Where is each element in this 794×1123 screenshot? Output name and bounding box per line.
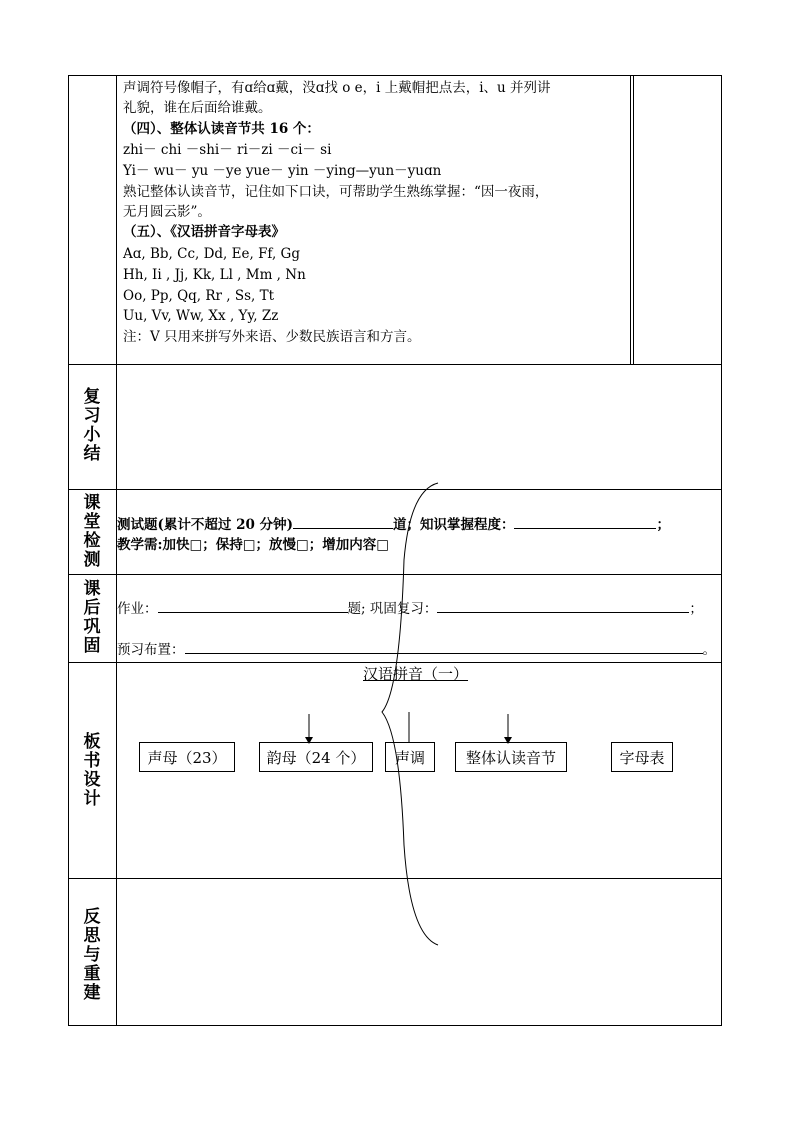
label-review-summary: 复 习 小 结 (83, 387, 101, 464)
preview-blank[interactable] (185, 640, 703, 654)
preview-label: 预习布置： (117, 642, 185, 658)
note-line: 注：V 只用来拼写外来语、少数民族语言和方言。 (123, 329, 421, 345)
consolidate-blank[interactable] (437, 599, 689, 613)
content-line-6: 熟记整体认读音节，记住如下口诀，可帮助学生熟练掌握：“因一夜雨， (123, 184, 549, 200)
label-after-class: 课 后 巩 固 (83, 579, 101, 656)
table-right-border (721, 75, 722, 1026)
test-line (117, 515, 670, 533)
board-box-alphabet: 字母表 (611, 742, 673, 772)
mastery-blank[interactable] (514, 515, 656, 529)
board-box-tones: 声调 (385, 742, 435, 772)
label-class-test: 课 堂 检 测 (83, 493, 101, 570)
row-divider-3 (68, 574, 722, 575)
preview-line (117, 640, 716, 658)
mastery-label: 道；知识掌握程度： (392, 517, 515, 533)
content-line-7: 无月圆云影”。 (123, 204, 211, 220)
content-line-2: 礼貌，谁在后面给谁戴。 (123, 100, 272, 116)
table-top-border (68, 75, 722, 76)
row-divider-2 (68, 489, 722, 490)
section-heading-4: （四）、整体认读音节共 16 个： (123, 121, 320, 137)
test-end: ； (656, 517, 670, 533)
alphabet-line-3: Oo, Pp, Qq, Rr , Ss, Tt (123, 288, 275, 304)
row-divider-1 (68, 364, 722, 365)
content-line-4: zhi－ chi －shi－ ri－zi －ci－ si (123, 142, 332, 158)
board-title: 汉语拼音（一） (363, 665, 469, 683)
alphabet-line-1: Aɑ, Bb, Cc, Dd, Ee, Ff, Gg (123, 246, 300, 262)
row-divider-4 (68, 662, 722, 663)
consolidate-label: 巩固复习： (369, 601, 438, 617)
preview-end: 。 (702, 642, 716, 658)
content-line-5: Yi－ wu－ yu －ye yue－ yin －ying—yun－yuɑn (123, 163, 442, 179)
alphabet-line-2: Hh, Ii , Jj, Kk, Ll , Mm , Nn (123, 267, 306, 283)
homework-end: ； (689, 601, 703, 617)
content-column-divider (630, 75, 631, 364)
table-bottom-border (68, 1025, 722, 1026)
homework-label: 作业： (117, 601, 158, 617)
label-board-design: 板 书 设 计 (83, 732, 101, 809)
row-divider-5 (68, 878, 722, 879)
teaching-needs-line: 教学需:加快□；保持□；放慢□；增加内容□ (117, 537, 390, 553)
homework-unit: 题; (347, 601, 366, 617)
section-heading-5: （五）、《汉语拼音字母表》 (123, 224, 285, 240)
board-box-finals: 韵母（24 个） (259, 742, 373, 772)
content-line-1: 声调符号像帽子，有ɑ给ɑ戴，没ɑ找 o e，i 上戴帽把点去，i、u 并列讲 (123, 80, 551, 96)
board-box-whole-syllables: 整体认读音节 (455, 742, 567, 772)
question-count-blank[interactable] (293, 515, 393, 529)
left-brace-icon (382, 483, 438, 945)
homework-line (117, 599, 703, 617)
alphabet-line-4: Uu, Vv, Ww, Xx , Yy, Zz (123, 308, 279, 324)
test-prompt: 测试题(累计不超过 20 分钟) (117, 517, 293, 533)
homework-blank[interactable] (158, 599, 348, 613)
label-reflection: 反 思 与 重 建 (83, 907, 101, 1003)
board-box-initials: 声母（23） (139, 742, 235, 772)
content-column-divider-inner (633, 75, 634, 364)
